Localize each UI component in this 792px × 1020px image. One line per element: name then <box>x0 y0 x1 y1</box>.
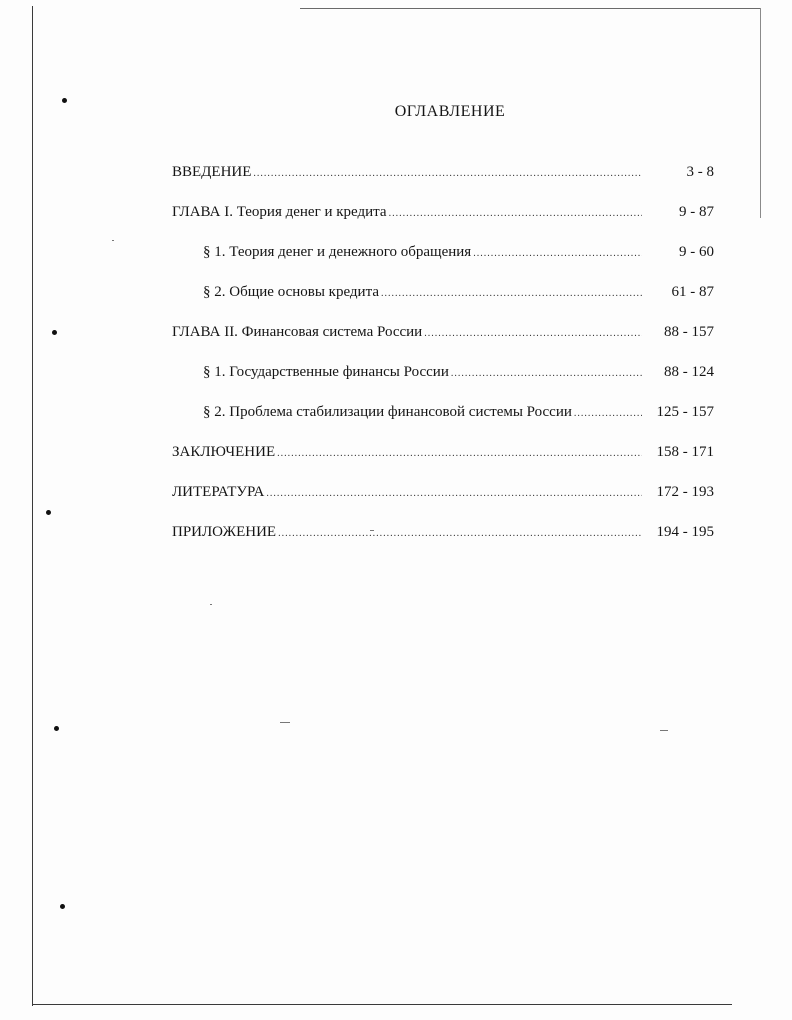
binder-hole-mark <box>60 904 65 909</box>
toc-entry <box>172 164 714 204</box>
toc-entry-label: ЗАКЛЮЧЕНИЕ <box>172 444 276 460</box>
table-of-contents <box>172 164 714 564</box>
toc-entry <box>172 444 714 484</box>
dot-leader <box>253 168 642 179</box>
toc-entry-label: § 2. Проблема стабилизации финансовой системы России <box>203 404 572 420</box>
toc-entry-pages: 88 - 157 <box>664 324 714 340</box>
dot-leader <box>277 448 642 459</box>
toc-subentry <box>172 404 714 444</box>
dot-leader <box>389 208 642 219</box>
toc-entry-label: ВВЕДЕНИЕ <box>172 164 252 180</box>
binder-hole-mark <box>46 510 51 515</box>
toc-entry <box>172 524 714 564</box>
toc-entry-label: § 1. Теория денег и денежного обращения <box>203 244 472 260</box>
toc-entry-pages: 194 - 195 <box>656 524 714 540</box>
toc-entry-pages: 125 - 157 <box>656 404 714 420</box>
toc-entry-label: ГЛАВА II. Финансовая система России <box>172 324 423 340</box>
page-edge-top <box>300 8 760 9</box>
toc-entry-label: § 2. Общие основы кредита <box>203 284 379 300</box>
dot-leader <box>451 368 642 379</box>
toc-entry <box>172 484 714 524</box>
dot-leader <box>278 528 642 539</box>
dot-leader <box>473 248 642 259</box>
toc-entry-pages: 9 - 60 <box>679 244 714 260</box>
toc-entry-label: ГЛАВА I. Теория денег и кредита <box>172 204 387 220</box>
toc-entry-pages: 61 - 87 <box>671 284 714 300</box>
scan-speck <box>280 722 290 723</box>
binder-hole-mark <box>52 330 57 335</box>
toc-entry <box>172 204 714 244</box>
dot-leader <box>266 488 642 499</box>
toc-entry-pages: 158 - 171 <box>656 444 714 460</box>
scan-speck <box>210 604 212 605</box>
toc-subentry <box>172 364 714 404</box>
dot-leader <box>424 328 642 339</box>
toc-entry-label: ЛИТЕРАТУРА <box>172 484 265 500</box>
toc-entry-pages: 88 - 124 <box>664 364 714 380</box>
scan-speck <box>112 240 114 241</box>
binder-hole-mark <box>54 726 59 731</box>
toc-entry <box>172 324 714 364</box>
page-edge-left <box>32 6 33 1006</box>
dot-leader <box>574 408 642 419</box>
toc-entry-label: ПРИЛОЖЕНИЕ <box>172 524 277 540</box>
toc-entry-pages: 3 - 8 <box>686 164 714 180</box>
toc-subentry <box>172 244 714 284</box>
page-edge-bottom <box>32 1004 732 1005</box>
toc-entry-label: § 1. Государственные финансы России <box>203 364 449 380</box>
toc-subentry <box>172 284 714 324</box>
toc-entry-pages: 9 - 87 <box>679 204 714 220</box>
page-title: ОГЛАВЛЕНИЕ <box>394 103 506 120</box>
toc-entry-pages: 172 - 193 <box>656 484 714 500</box>
scan-speck <box>660 730 668 731</box>
dot-leader <box>381 288 642 299</box>
